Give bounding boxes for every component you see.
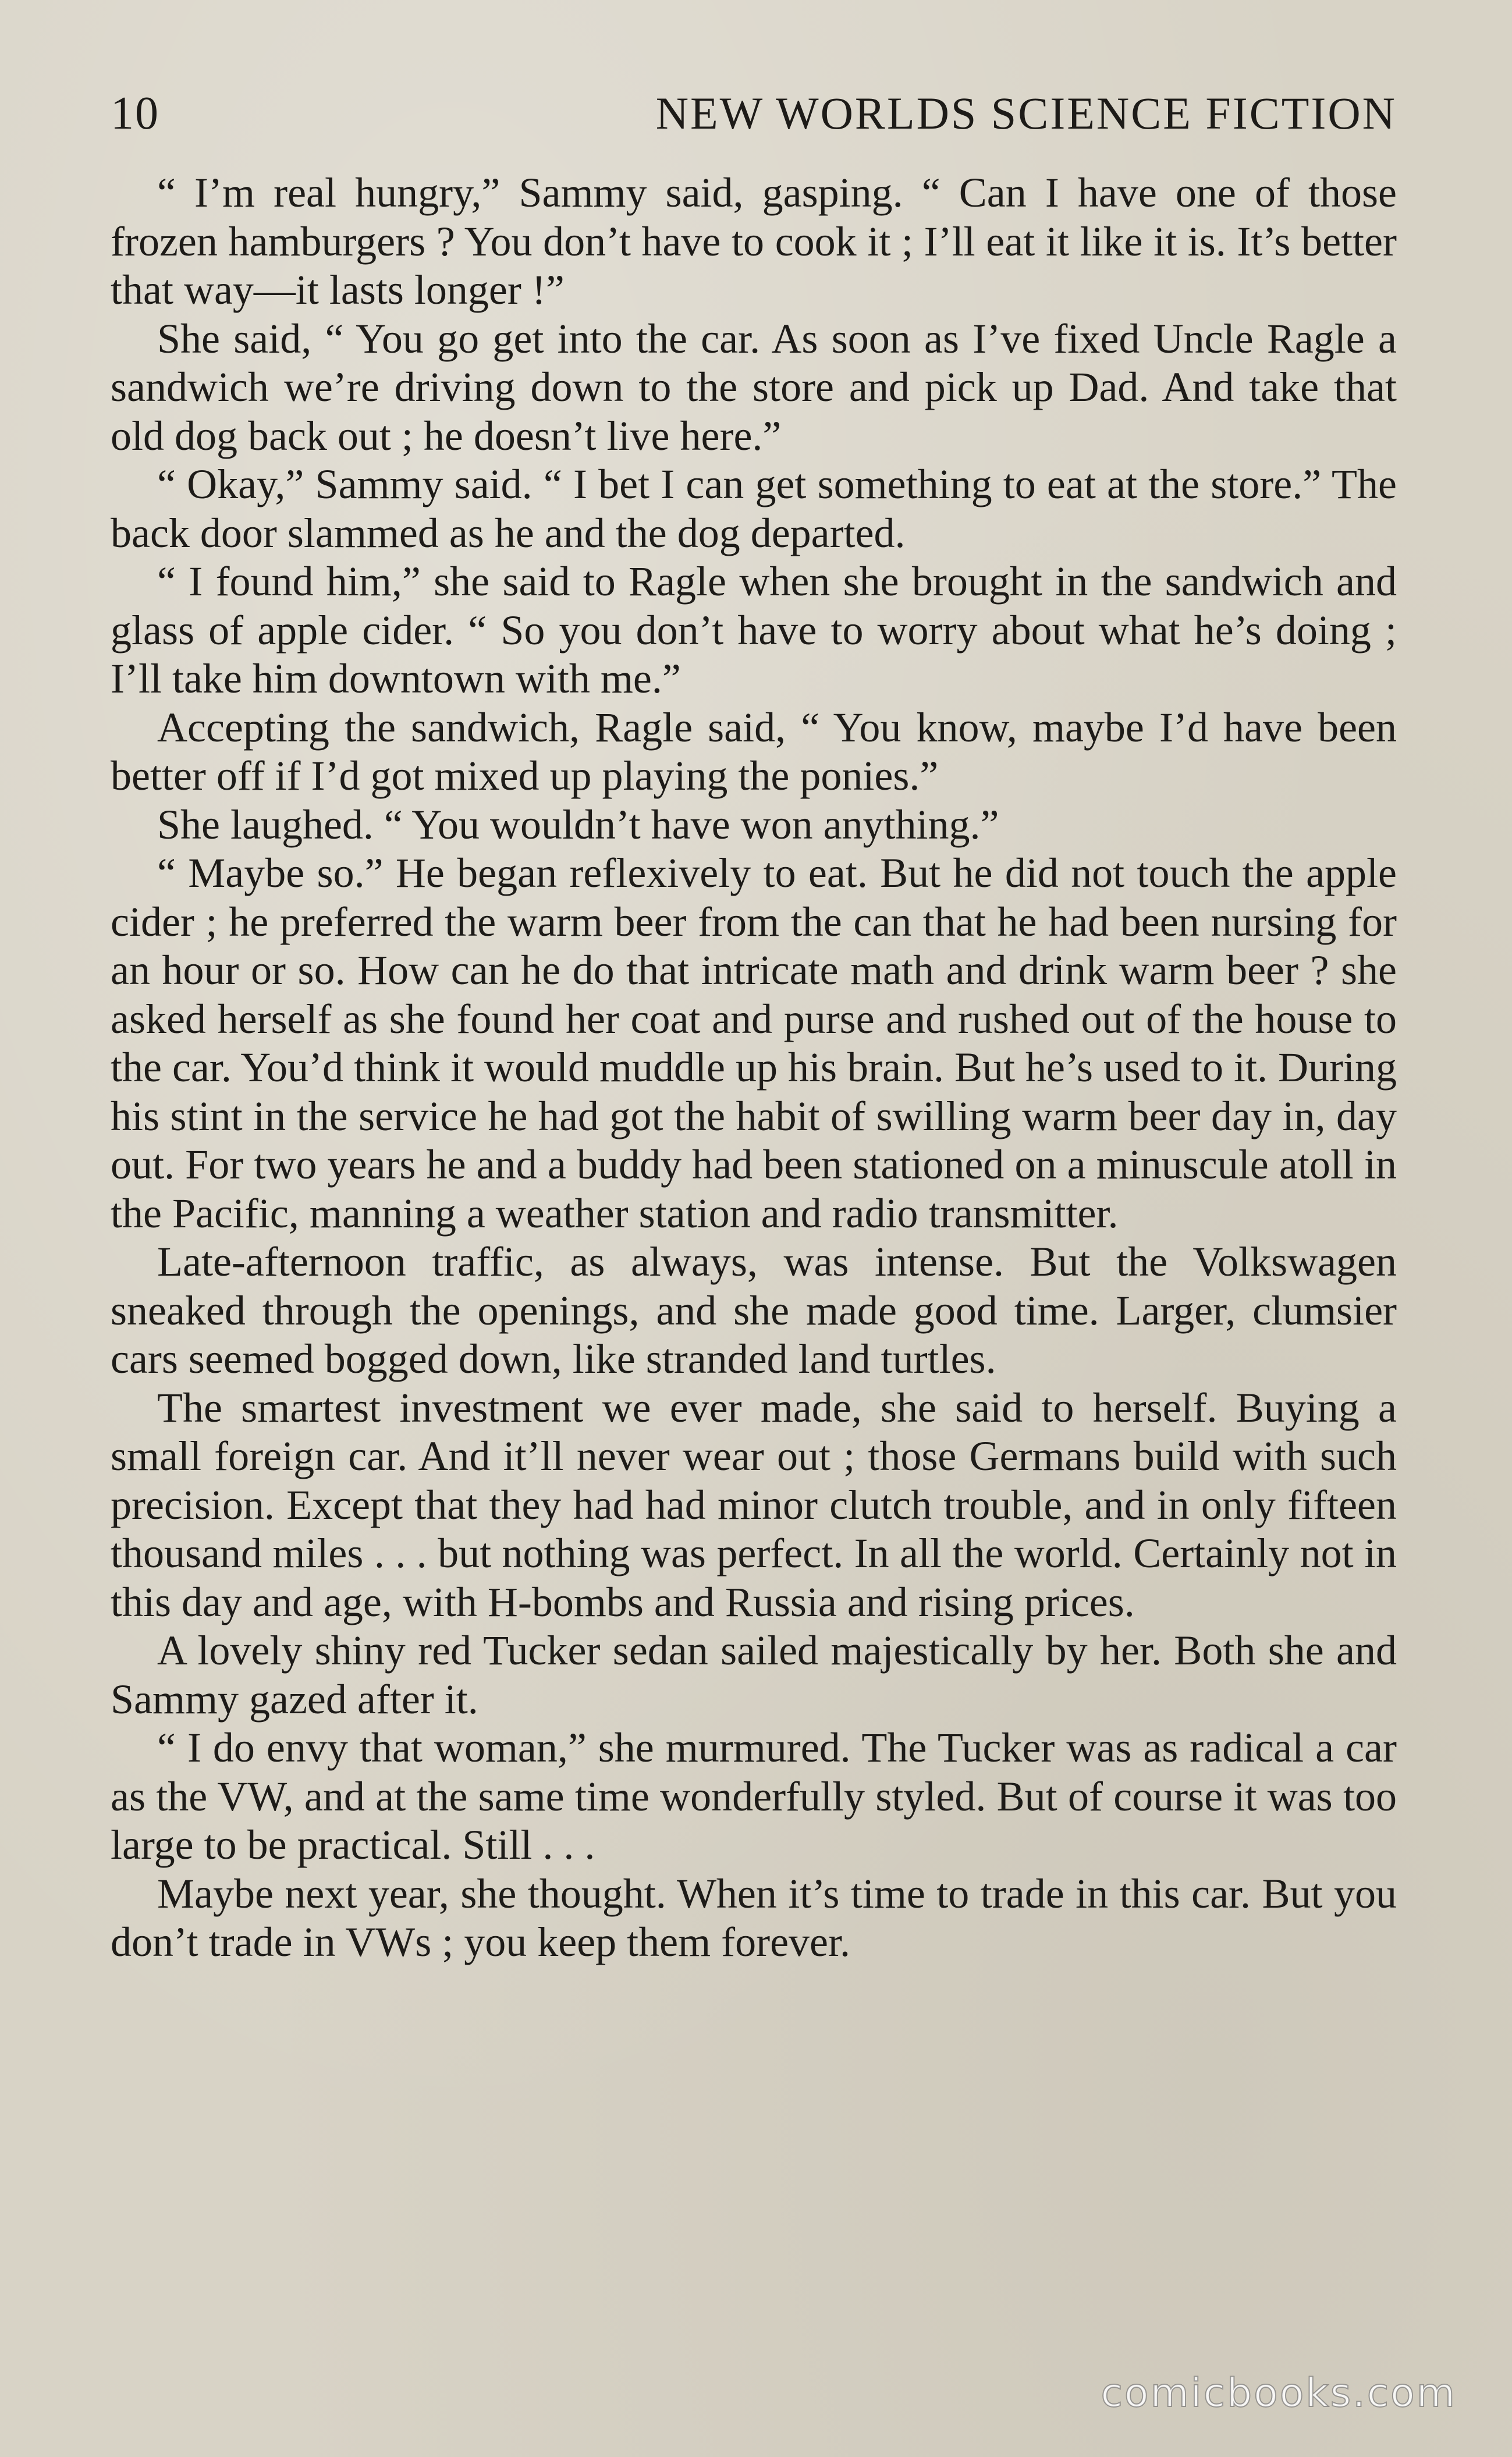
paragraph: Late-afternoon traffic, as always, was intense. But the Volkswagen sneaked through the openings, and she made good time. Larger, clumsier cars seemed bogged down, like stranded land turtles. (111, 1238, 1397, 1382)
paragraph: “ Okay,” Sammy said. “ I bet I can get something to eat at the store.” The back door slammed as he and the dog departed. (111, 461, 1397, 556)
paragraph: Maybe next year, she thought. When it’s time to trade in this car. But you don’t trade in VWs ; you keep them forever. (111, 1870, 1397, 1965)
paragraph: “ Maybe so.” He began reflexively to eat. But he did not touch the apple cider ; he preferred the warm beer from the can that he had been nursing for an hour or so. How can he do that intricate math and drink warm beer ? she asked herself as she found her coat and purse and rushed out of the house to the car. You’d think it would muddle up his brain. But he’s used to it. During his stint in the service he had got the habit of swilling warm beer day in, day out. For two years he and a buddy had been stationed on a minuscule atoll in the Pacific, manning a weather station and radio transmitter. (111, 850, 1397, 1237)
watermark: comicbooks.com (1101, 2370, 1457, 2416)
page-number: 10 (111, 88, 159, 139)
paragraph: “ I found him,” she said to Ragle when she brought in the sandwich and glass of apple cider. “ So you don’t have to worry about what he’s doing ; I’ll take him downtown with me.” (111, 558, 1397, 702)
paragraph: The smartest investment we ever made, she said to herself. Buying a small foreign car. And it’ll never wear out ; those Germans build with such precision. Except that they had had minor clutch trouble, and in only fifteen thousand miles . . . but nothing was perfect. In all the world. Certainly not in this day and age, with H-bombs and Russia and rising prices. (111, 1384, 1397, 1625)
story-text (111, 169, 1397, 1967)
running-header (111, 87, 1397, 169)
paragraph: She laughed. “ You wouldn’t have won anything.” (157, 801, 999, 848)
paragraph: She said, “ You go get into the car. As soon as I’ve fixed Uncle Ragle a sandwich we’re driving down to the store and pick up Dad. And take that old dog back out ; he doesn’t live here.” (111, 315, 1397, 459)
running-title: NEW WORLDS SCIENCE FICTION (655, 88, 1397, 139)
paragraph: Accepting the sandwich, Ragle said, “ You know, maybe I’d have been better off if I’d got mixed up playing the ponies.” (111, 704, 1397, 799)
book-page (111, 87, 1397, 2334)
paragraph: A lovely shiny red Tucker sedan sailed majestically by her. Both she and Sammy gazed after it. (111, 1627, 1397, 1723)
paragraph: “ I’m real hungry,” Sammy said, gasping. “ Can I have one of those frozen hamburgers ? You don’t have to cook it ; I’ll eat it like it is. It’s better that way—it lasts longer !” (111, 169, 1397, 313)
paragraph: “ I do envy that woman,” she murmured. The Tucker was as radical a car as the VW, and at the same time wonderfully styled. But of course it was too large to be practical. Still . . . (111, 1724, 1397, 1868)
